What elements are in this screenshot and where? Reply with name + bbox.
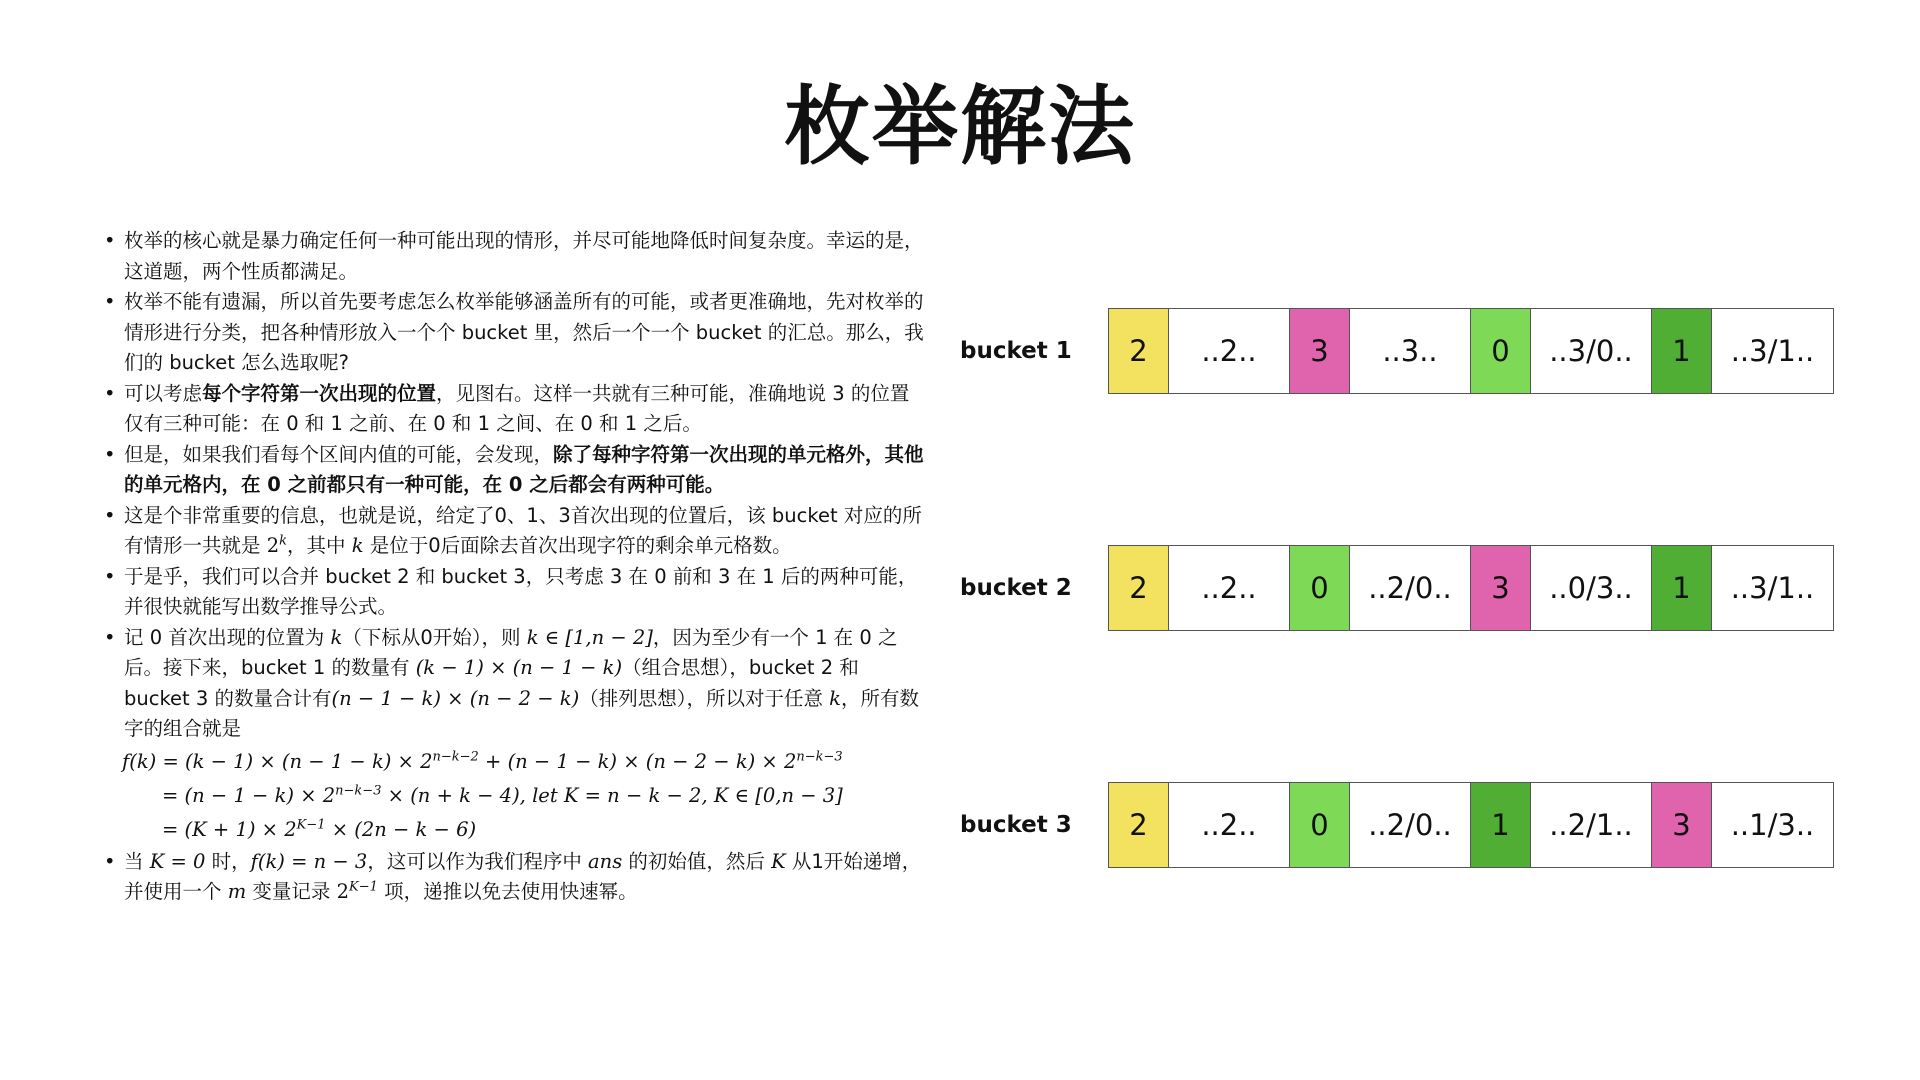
math-var: k: [829, 686, 841, 710]
formula-exponent: n−k−3: [335, 783, 382, 798]
bucket-cell: 3: [1652, 783, 1712, 867]
bucket-cell: ..2/1..: [1531, 783, 1652, 867]
formula-part: = (n − 1 − k) × 2: [162, 783, 336, 807]
math-exponent: k: [279, 533, 288, 549]
bullet-text: 枚举不能有遗漏，所以首先要考虑怎么枚举能够涵盖所有的可能，或者更准确地，先对枚举的情形进行分类，把各种情形放入一个个 bucket 里，然后一个一个 bucket 的汇总。那么，我们的 bucket 怎么选取呢?: [124, 290, 924, 374]
bullet-text: ，其中: [287, 534, 352, 557]
bucket-cell: ..3/1..: [1712, 309, 1833, 393]
bullet-text: ，所有数字的组合就是: [124, 686, 919, 740]
bucket-cell: ..2/0..: [1350, 783, 1471, 867]
bullet-point-3: [104, 379, 924, 440]
formula-line-1: [122, 745, 924, 779]
bullet-text: 变量记录: [246, 880, 337, 903]
math-expression: (k − 1) × (n − 1 − k): [415, 656, 623, 679]
bucket-cells: [1108, 545, 1834, 631]
formula-exponent: K−1: [296, 817, 326, 832]
bullet-point-7: [104, 623, 924, 745]
bucket-cell: ..3/0..: [1531, 309, 1652, 393]
bucket-cells: [1108, 308, 1834, 394]
bullet-list: [104, 226, 924, 745]
bullet-point-6: [104, 562, 924, 623]
formula-part: = (K + 1) × 2: [162, 817, 297, 841]
bucket-cell: ..3/1..: [1712, 546, 1833, 630]
bucket-label: bucket 3: [960, 812, 1072, 838]
bullet-text: 从1开始递增，并使用一个: [124, 849, 922, 903]
math-var: ans: [588, 849, 623, 873]
math-var: m: [227, 880, 247, 903]
formula-part: f(k) = (k − 1) × (n − 1 − k) × 2: [122, 749, 433, 773]
bullet-text: 这是个非常重要的信息，也就是说，给定了0、1、3首次出现的位置后，该 bucket 对应的所有情形一共就是: [124, 503, 922, 557]
bullet-text: 的初始值，然后: [622, 849, 772, 873]
explanation-panel: [104, 226, 924, 908]
math-expression: k ∈ [1,n − 2]: [526, 625, 653, 649]
formula-part: × (2n − k − 6): [325, 817, 477, 841]
math-base: 2: [266, 534, 280, 557]
formula-part: + (n − 1 − k) × (n − 2 − k) × 2: [478, 749, 797, 773]
bullet-text: 项，递推以免去使用快速幂。: [377, 880, 638, 903]
bold-text: 除了每种字符第一次出现的单元格外，其他的单元格内，在 0 之前都只有一种可能，在 0 之后都会有两种可能。: [124, 442, 924, 496]
bucket-row-1: [960, 308, 1834, 394]
formula-part: × (n + k − 4), let K = n − k − 2, K ∈ [0,n − 3]: [381, 783, 843, 807]
bucket-cell: 3: [1471, 546, 1531, 630]
formula-block: [104, 745, 924, 847]
bucket-cell: ..2/0..: [1350, 546, 1471, 630]
page-title: 枚举解法: [784, 77, 1136, 177]
bullet-text: 于是乎，我们可以合并 bucket 2 和 bucket 3，只考虑 3 在 0 前和 3 在 1 后的两种可能，并很快就能写出数学推导公式。: [124, 564, 918, 618]
bullet-text: 当: [124, 849, 150, 873]
bucket-cell: 1: [1652, 309, 1712, 393]
formula-exponent: n−k−2: [432, 749, 479, 764]
bullet-text: 时，: [205, 849, 251, 873]
bucket-cell: ..2..: [1169, 546, 1290, 630]
formula-line-3: [122, 813, 924, 847]
bullet-point-4: [104, 440, 924, 501]
bucket-cell: 2: [1109, 783, 1169, 867]
bullet-point-8: [104, 847, 924, 908]
bucket-row-2: [960, 545, 1834, 631]
bucket-cell: 1: [1471, 783, 1531, 867]
bucket-cell: 2: [1109, 546, 1169, 630]
bucket-cell: 0: [1471, 309, 1531, 393]
bucket-cell: ..0/3..: [1531, 546, 1652, 630]
bucket-cell: 2: [1109, 309, 1169, 393]
bullet-point-2: [104, 287, 924, 379]
math-expression: f(k) = n − 3: [250, 849, 368, 873]
bucket-cell: 0: [1290, 546, 1350, 630]
bullet-text: 可以考虑: [124, 381, 203, 405]
bucket-row-3: [960, 782, 1834, 868]
math-var: K: [771, 849, 786, 873]
formula-line-2: [122, 779, 924, 813]
bold-text: 每个字符第一次出现的位置: [202, 381, 437, 405]
bucket-cells: [1108, 782, 1834, 868]
math-exponent: K−1: [349, 879, 378, 895]
bullet-point-1: [104, 226, 924, 287]
bullet-text: 枚举的核心就是暴力确定任何一种可能出现的情形，并尽可能地降低时间复杂度。幸运的是，这道题，两个性质都满足。: [124, 229, 924, 283]
bucket-cell: ..1/3..: [1712, 783, 1833, 867]
bullet-text: ，因为至少有一个 1 在 0 之后。接下来，bucket 1 的数量有: [124, 625, 898, 679]
formula-exponent: n−k−3: [796, 749, 843, 764]
bullet-text: ，这可以作为我们程序中: [367, 849, 589, 873]
bucket-cell: ..3..: [1350, 309, 1471, 393]
bullet-list-2: [104, 847, 924, 908]
bucket-cell: 3: [1290, 309, 1350, 393]
math-base: 2: [336, 880, 350, 903]
bullet-point-5: [104, 501, 924, 562]
bullet-text: 记 0 首次出现的位置为: [124, 625, 331, 649]
math-expression: K = 0: [149, 849, 206, 873]
bucket-label: bucket 1: [960, 338, 1072, 364]
bullet-text: 但是，如果我们看每个区间内值的可能，会发现，: [124, 442, 554, 466]
bullet-text: 是位于0后面除去首次出现字符的剩余单元格数。: [363, 534, 792, 557]
bucket-cell: 0: [1290, 783, 1350, 867]
bullet-text: （下标从0开始），则: [342, 625, 527, 649]
bullet-text: （组合思想），bucket 2 和 bucket 3 的数量合计有: [124, 656, 859, 710]
math-var: k: [330, 625, 343, 649]
bucket-cell: 1: [1652, 546, 1712, 630]
bucket-cell: ..2..: [1169, 783, 1290, 867]
bucket-cell: ..2..: [1169, 309, 1290, 393]
math-var: k: [351, 534, 364, 557]
bullet-text: （排列思想），所以对于任意: [579, 686, 830, 710]
bullet-text: ，见图右。这样一共就有三种可能，准确地说 3 的位置仅有三种可能：在 0 和 1 之前、在 0 和 1 之间、在 0 和 1 之后。: [124, 381, 910, 435]
bucket-label: bucket 2: [960, 575, 1072, 601]
math-expression: (n − 1 − k) × (n − 2 − k): [331, 686, 580, 710]
